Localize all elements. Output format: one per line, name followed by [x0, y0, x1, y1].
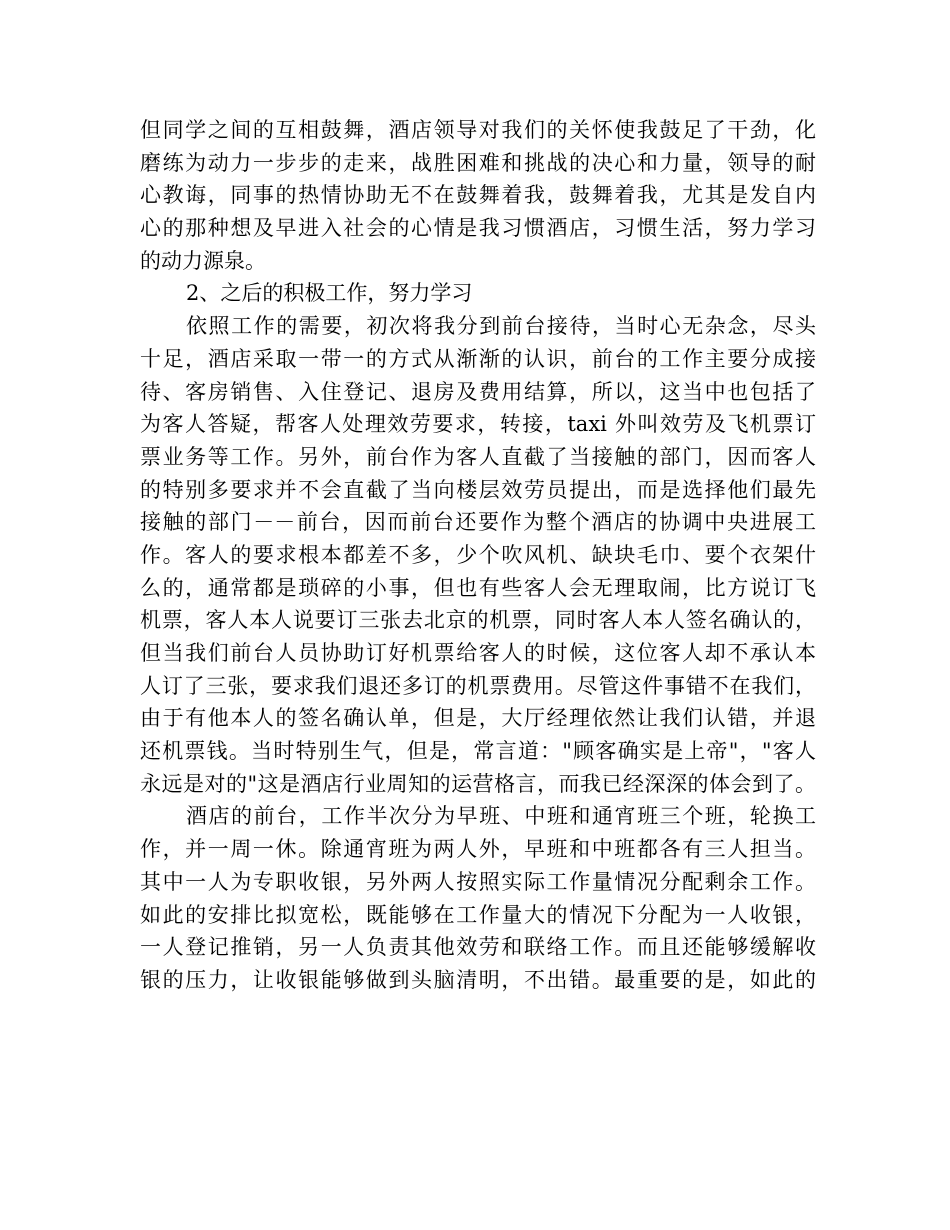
- text-line: 的动力源泉。: [140, 248, 266, 273]
- text-line: 但同学之间的互相鼓舞，酒店领导对我们的关怀使我鼓足了干劲，化: [140, 118, 816, 142]
- text-line: 依照工作的需要，初次将我分到前台接待，当时心无杂念，尽头: [186, 314, 816, 339]
- text-line: 还机票钱。当时特别生气，但是，常言道："顾客确实是上帝"，"客人: [140, 739, 816, 764]
- text-line: 十足，酒店采取一带一的方式从渐渐的认识，前台的工作主要分成接: [140, 346, 816, 371]
- text-line: 但当我们前台人员协助订好机票给客人的时候，这位客人却不承认本: [140, 641, 816, 665]
- text-line: 如此的安排比拟宽松，既能够在工作量大的情况下分配为一人收银，: [140, 902, 816, 927]
- text-line: 为客人答疑，帮客人处理效劳要求，转接，taxi 外叫效劳及飞机票订: [140, 412, 816, 437]
- document-body-text: [140, 114, 816, 997]
- text-line: 人订了三张，要求我们退还多订的机票费用。尽管这件事错不在我们，: [140, 673, 816, 698]
- text-line: 机票，客人本人说要订三张去北京的机票，同时客人本人签名确认的，: [140, 608, 816, 633]
- text-line: 磨练为动力一步步的走来，战胜困难和挑战的决心和力量，领导的耐: [140, 150, 816, 175]
- text-line: 待、客房销售、入住登记、退房及费用结算，所以，这当中也包括了: [140, 379, 816, 404]
- text-line: 接触的部门－－前台，因而前台还要作为整个酒店的协调中央进展工: [140, 510, 816, 535]
- text-line: 心的那种想及早进入社会的心情是我习惯酒店，习惯生活，努力学习: [140, 216, 816, 241]
- text-line: 作。客人的要求根本都差不多，少个吹风机、缺块毛巾、要个衣架什: [140, 542, 816, 567]
- text-line: 2、之后的积极工作，努力学习: [186, 281, 473, 306]
- text-line: 银的压力，让收银能够做到头脑清明，不出错。最重要的是，如此的: [140, 967, 816, 992]
- text-line: 酒店的前台，工作半次分为早班、中班和通宵班三个班，轮换工: [186, 804, 816, 829]
- text-line: 心教诲，同事的热情协助无不在鼓舞着我，鼓舞着我，尤其是发自内: [140, 183, 816, 208]
- text-line: 票业务等工作。另外，前台作为客人直截了当接触的部门，因而客人: [140, 444, 816, 469]
- text-line: 一人登记推销，另一人负责其他效劳和联络工作。而且还能够缓解收: [140, 935, 816, 960]
- text-line: 永远是对的"这是酒店行业周知的运营格言，而我已经深深的体会到了。: [140, 771, 816, 796]
- text-line: 么的，通常都是琐碎的小事，但也有些客人会无理取闹，比方说订飞: [140, 575, 816, 600]
- text-line: 作，并一周一休。除通宵班为两人外，早班和中班都各有三人担当。: [140, 837, 816, 862]
- text-line: 的特别多要求并不会直截了当向楼层效劳员提出，而是选择他们最先: [140, 477, 816, 502]
- text-line: 其中一人为专职收银，另外两人按照实际工作量情况分配剩余工作。: [140, 869, 816, 894]
- text-line: 由于有他本人的签名确认单，但是，大厅经理依然让我们认错，并退: [140, 706, 816, 731]
